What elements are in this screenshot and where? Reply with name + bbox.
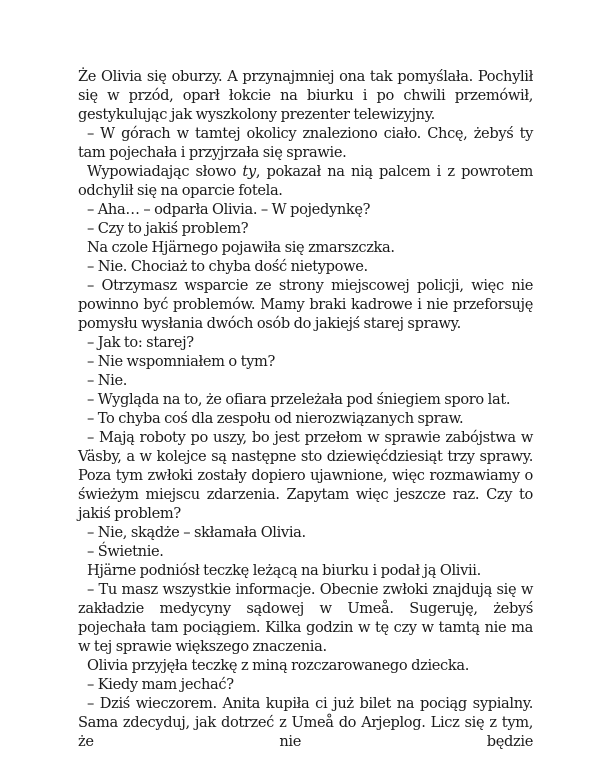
book-page bbox=[78, 67, 533, 751]
paragraph-1: Że Olivia się oburzy. A przynajmniej ona tak pomyślała. Pochylił się w przód, oparł łokcie na biurku i po chwili przemówił, gestykulując jak wyszkolony prezenter telewizyjny. bbox=[78, 68, 533, 123]
paragraph-5: – Czy to jakiś problem? bbox=[87, 220, 249, 237]
paragraph-11: – Nie. bbox=[87, 372, 128, 389]
paragraph-9: – Jak to: starej? bbox=[87, 334, 194, 351]
paragraph-17: Hjärne podniósł teczkę leżącą na biurku i podał ją Olivii. bbox=[87, 562, 481, 579]
paragraph-3-after: , pokazał na nią palcem i z powrotem odchylił się na oparcie fotela. bbox=[78, 163, 533, 199]
paragraph-4: – Aha… – odparła Olivia. – W pojedynkę? bbox=[87, 201, 371, 218]
paragraph-3 bbox=[78, 162, 533, 200]
paragraph-13: – To chyba coś dla zespołu od nierozwiązanych spraw. bbox=[87, 410, 464, 427]
paragraph-21: – Dziś wieczorem. Anita kupiła ci już bilet na pociąg sypialny. Sama zdecyduj, jak dotrzeć z Umeå do Arjeplog. Licz się z tym, że nie będzie bbox=[78, 695, 533, 750]
paragraph-3-before: Wypowiadając słowo bbox=[87, 163, 243, 180]
paragraph-6: Na czole Hjärnego pojawiła się zmarszczka. bbox=[87, 239, 395, 256]
paragraph-16: – Świetnie. bbox=[87, 543, 164, 560]
paragraph-7: – Nie. Chociaż to chyba dość nietypowe. bbox=[87, 258, 368, 275]
paragraph-20: – Kiedy mam jechać? bbox=[87, 676, 234, 693]
emphasized-word: ty bbox=[242, 163, 256, 180]
paragraph-18: – Tu masz wszystkie informacje. Obecnie zwłoki znajdują się w zakładzie medycyny sądowej w Umeå. Sugeruję, żebyś pojechała tam pociągiem. Kilka godzin w tę czy w tamtą nie ma w tej sprawie większego znaczenia. bbox=[78, 581, 533, 655]
paragraph-15: – Nie, skądże – skłamała Olivia. bbox=[87, 524, 306, 541]
paragraph-2: – W górach w tamtej okolicy znaleziono ciało. Chcę, żebyś ty tam pojechała i przyjrzała się sprawie. bbox=[78, 125, 533, 161]
paragraph-8: – Otrzymasz wsparcie ze strony miejscowej policji, więc nie powinno być problemów. Mamy braki kadrowe i nie przeforsuję pomysłu wysłania dwóch osób do jakiejś starej sprawy. bbox=[78, 277, 533, 332]
paragraph-10: – Nie wspomniałem o tym? bbox=[87, 353, 276, 370]
paragraph-12: – Wygląda na to, że ofiara przeleżała pod śniegiem sporo lat. bbox=[87, 391, 511, 408]
paragraph-14: – Mają roboty po uszy, bo jest przełom w sprawie zabójstwa w Väsby, a w kolejce są następne sto dziewięćdziesiąt trzy sprawy. Poza tym zwłoki zostały dopiero ujawnione, więc rozmawiamy o świeżym miejscu zdarzenia. Zapytam więc jeszcze raz. Czy to jakiś problem? bbox=[78, 429, 533, 522]
paragraph-19: Olivia przyjęła teczkę z miną rozczarowanego dziecka. bbox=[87, 657, 470, 674]
